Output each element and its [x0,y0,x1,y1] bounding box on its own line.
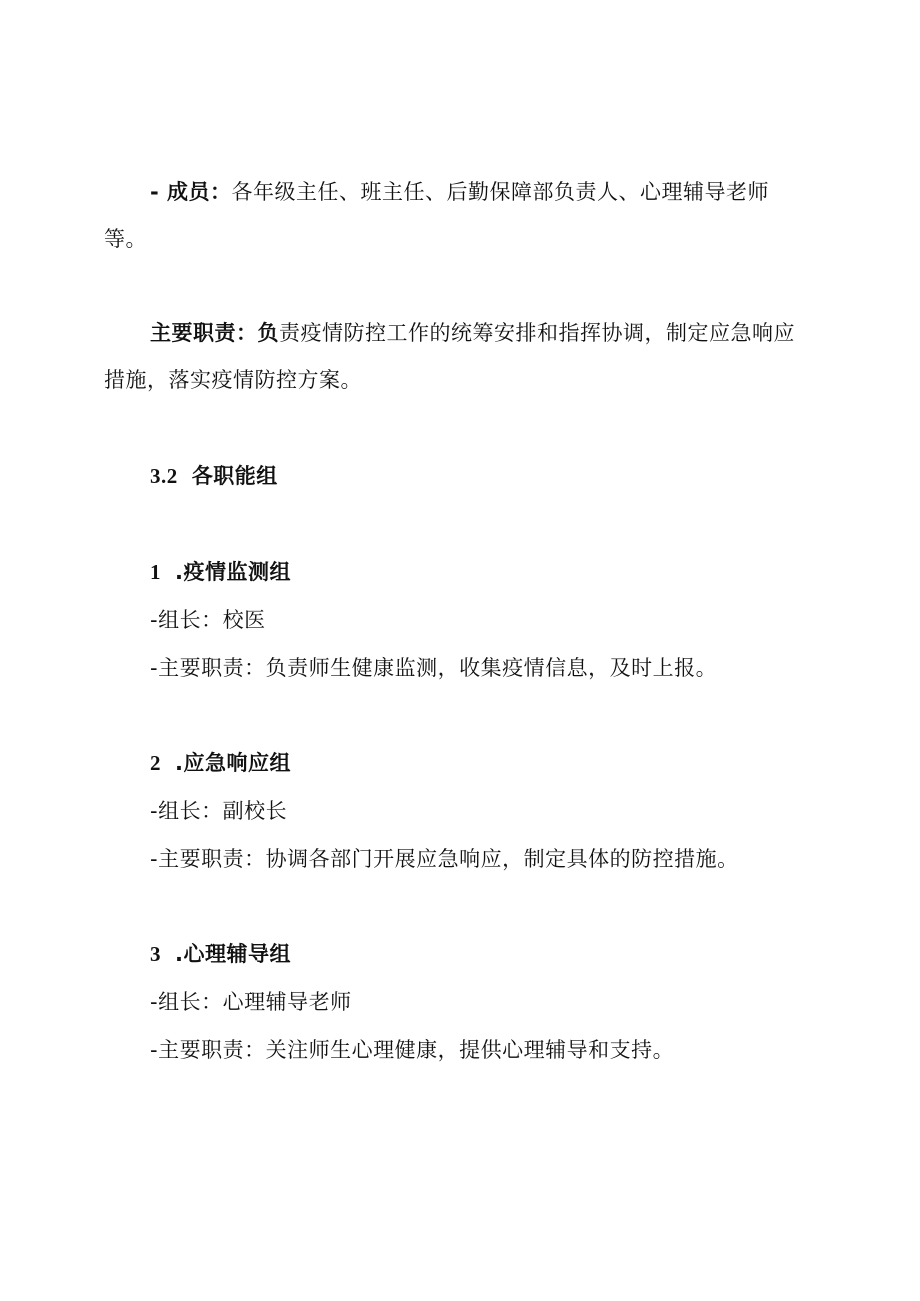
duties-line-cont: 措施，落实疫情防控方案。 [104,368,362,392]
group-title: .心理辅导组 [175,942,291,966]
group-leader: -组长：副校长 [150,799,288,823]
group-heading-1 [150,558,291,586]
duties-label: 主要职责： [150,321,258,345]
group-duties: -主要职责：负责师生健康监测，收集疫情信息，及时上报。 [150,656,718,680]
section-title: 各职能组 [191,464,278,488]
members-prefix: - [150,180,168,204]
group-heading-2 [150,749,291,777]
group-number: 1 [150,560,161,584]
group-leader: -组长：心理辅导老师 [150,990,352,1014]
members-line-cont: 等。 [104,227,147,251]
group-leader: -组长：校医 [150,608,266,632]
group-duties: -主要职责：协调各部门开展应急响应，制定具体的防控措施。 [150,847,739,871]
group-number: 3 [150,942,161,966]
duties-line [150,319,795,347]
members-label: 成员： [167,180,232,204]
group-title: .疫情监测组 [175,560,291,584]
members-text: 各年级主任、班主任、后勤保障部负责人、心理辅导老师 [231,180,770,204]
duties-first-char: 负 [257,321,279,345]
group-title: .应急响应组 [175,751,291,775]
duties-text: 责疫情防控工作的统筹安排和指挥协调，制定应急响应 [279,321,795,345]
group-heading-3 [150,940,291,968]
section-number: 3.2 [150,464,178,488]
group-number: 2 [150,751,161,775]
section-heading [150,462,278,490]
group-duties: -主要职责：关注师生心理健康，提供心理辅导和支持。 [150,1038,675,1062]
members-line [150,178,769,206]
